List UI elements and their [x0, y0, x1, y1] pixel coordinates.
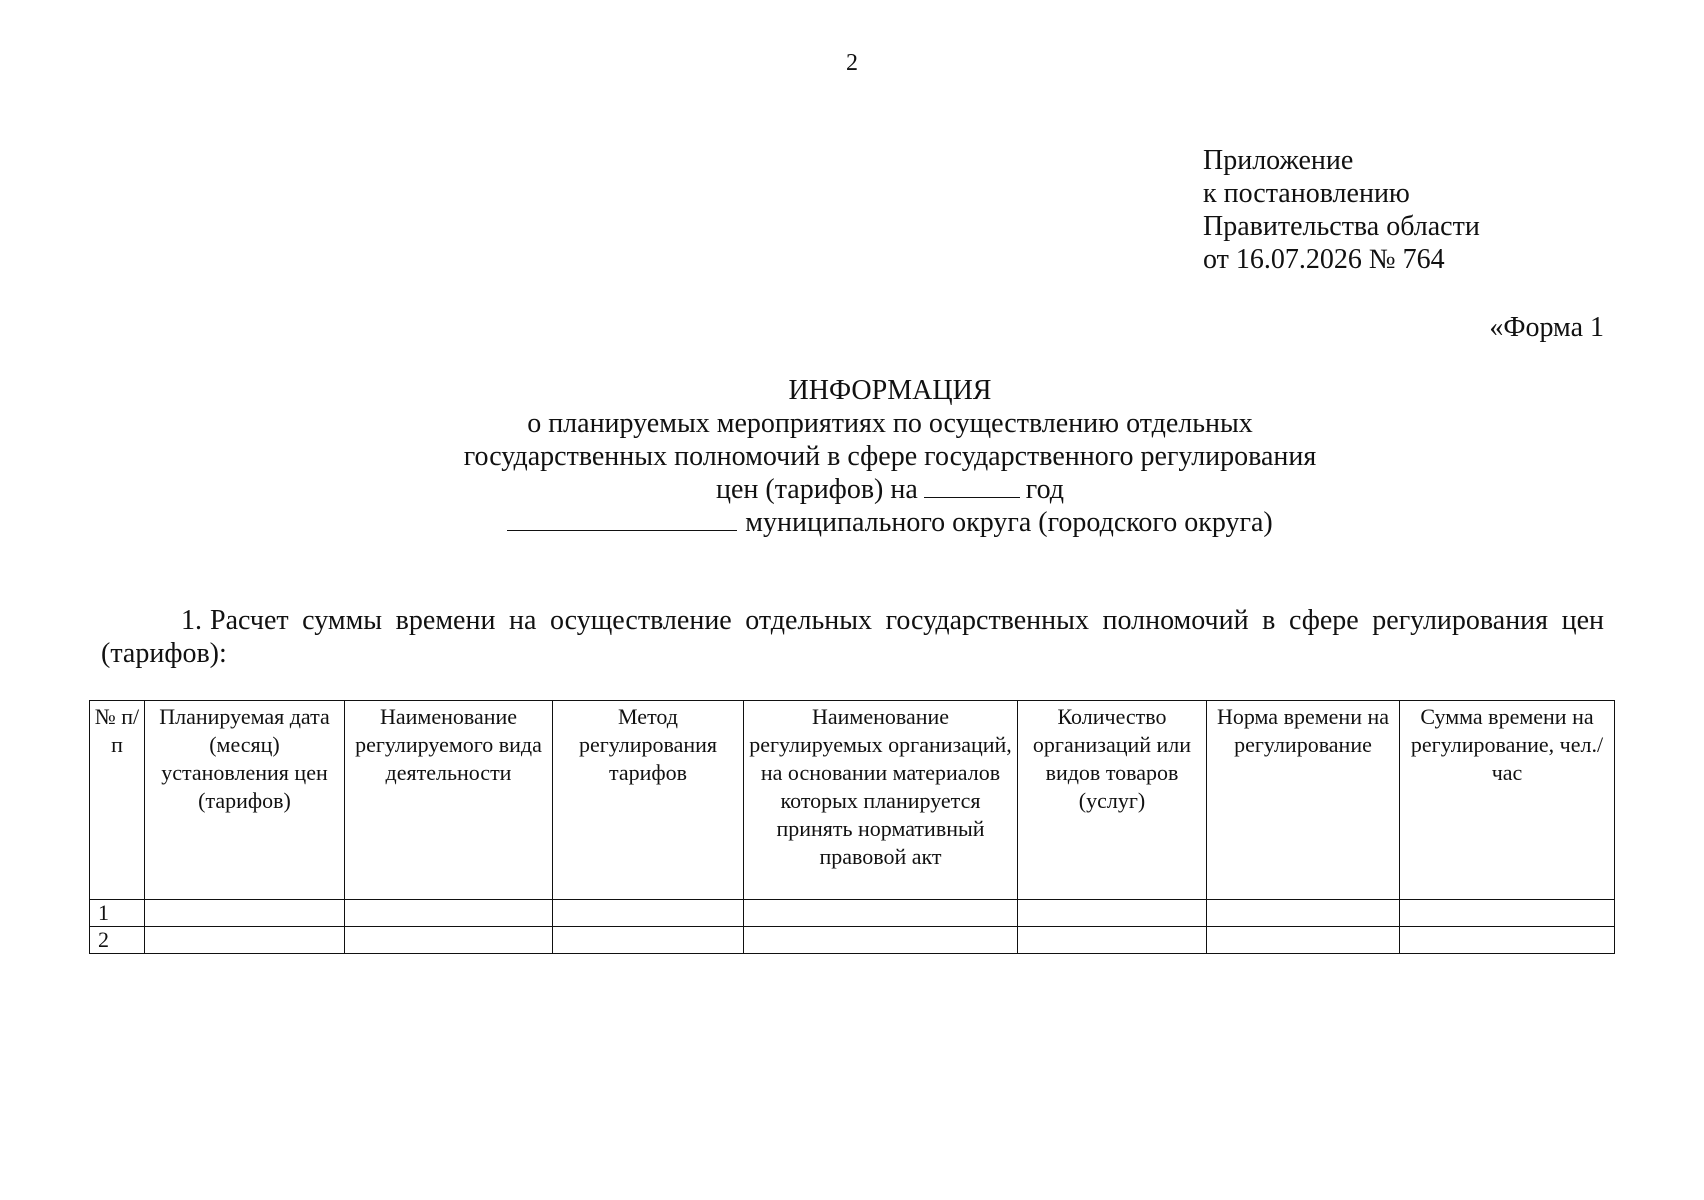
table-cell: [145, 900, 345, 927]
header-cell-organizations: Наименование регулируемых организаций, на основании материалов которых планируется принять нормативный правовой акт: [744, 701, 1018, 900]
table-row: [90, 900, 1615, 927]
table-cell: [1207, 927, 1400, 954]
table-cell: [345, 900, 553, 927]
table-cell: [1400, 927, 1615, 954]
year-blank-line: [924, 477, 1020, 498]
table-header-row: [90, 701, 1615, 900]
table-cell: [1018, 927, 1207, 954]
title-line-3: государственных полномочий в сфере государственного регулирования: [463, 441, 1317, 472]
appendix-line-2: к постановлению: [1203, 178, 1410, 209]
table-cell: 2: [90, 927, 145, 954]
title-line-5: [0, 506, 1704, 539]
header-cell-activity-type: Наименование регулируемого вида деятельности: [345, 701, 553, 900]
appendix-line-4: от 16.07.2026 № 764: [1203, 244, 1445, 275]
header-cell-time-sum: Сумма времени на регулирование, чел./час: [1400, 701, 1615, 900]
page-number: 2: [846, 50, 858, 76]
form-label: «Форма 1: [1489, 312, 1604, 343]
appendix-line-3: Правительства области: [1203, 211, 1480, 242]
section-text: Расчет суммы времени на осуществление отдельных государственных полномочий в сфере регулирования цен (тарифов):: [101, 605, 1604, 669]
table-cell: 1: [90, 900, 145, 927]
table-cell: [345, 927, 553, 954]
table-cell: [744, 900, 1018, 927]
header-cell-quantity: Количество организаций или видов товаров (услуг): [1018, 701, 1207, 900]
table-cell: [1018, 900, 1207, 927]
title-line-5-text: муниципального округа (городского округа): [745, 507, 1273, 538]
section-number: 1.: [181, 605, 202, 636]
table-cell: [1207, 900, 1400, 927]
header-cell-method: Метод регулирования тарифов: [553, 701, 744, 900]
header-cell-number: № п/п: [90, 701, 145, 900]
section-paragraph: [101, 604, 1604, 670]
appendix-line-1: Приложение: [1203, 145, 1354, 176]
table-cell: [744, 927, 1018, 954]
appendix-block: [1203, 144, 1480, 276]
title-line-4-end: год: [1025, 474, 1065, 505]
document-title: [0, 374, 1704, 539]
header-cell-planned-date: Планируемая дата (месяц) установления цен (тарифов): [145, 701, 345, 900]
title-line-4-start: цен (тарифов) на: [715, 474, 918, 505]
table-cell: [553, 900, 744, 927]
title-line-2: о планируемых мероприятиях по осуществлению отдельных: [527, 408, 1253, 439]
table-cell: [553, 927, 744, 954]
title-line-4: [0, 473, 1704, 506]
district-blank-line: [507, 510, 737, 531]
table-cell: [1400, 900, 1615, 927]
header-cell-time-norm: Норма времени на регулирование: [1207, 701, 1400, 900]
table-cell: [145, 927, 345, 954]
table-row: [90, 927, 1615, 954]
title-heading: ИНФОРМАЦИЯ: [788, 375, 992, 406]
calculation-table: [89, 700, 1615, 954]
